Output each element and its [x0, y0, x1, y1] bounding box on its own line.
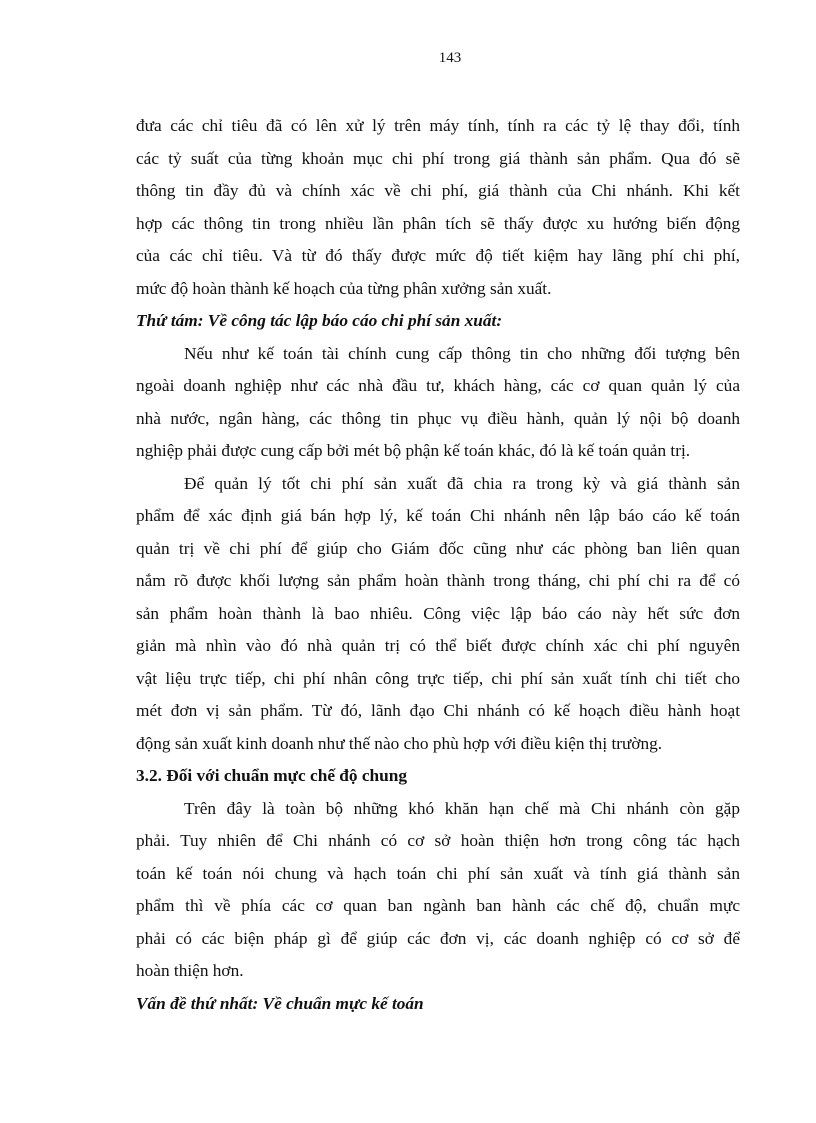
text-line: Nếu như kế toán tài chính cung cấp thông tin cho những đối tượng bên — [184, 343, 740, 363]
text-line: động sản xuất kinh doanh như thế nào cho phù hợp với điều kiện thị trường. — [136, 733, 663, 753]
text-line: quản trị về chi phí để giúp cho Giám đốc cũng như các phòng ban liên quan — [136, 538, 740, 558]
text-line: sản phẩm hoàn thành là bao nhiêu. Công việc lập báo cáo này hết sức đơn — [136, 603, 740, 623]
paragraph-quan-ly-chi-phi — [136, 468, 740, 761]
text-line: phải. Tuy nhiên để Chi nhánh có cơ sở hoàn thiện hơn trong công tác hạch — [136, 831, 740, 850]
text-line: Trên đây là toàn bộ những khó khăn hạn chế mà Chi nhánh còn gặp — [184, 798, 740, 818]
text-line: phải có các biện pháp gì để giúp các đơn vị, các doanh nghiệp có cơ sở để — [136, 928, 740, 948]
paragraph-kho-khan-han-che — [136, 793, 740, 988]
section-heading-3-2: 3.2. Đối với chuẩn mực chế độ chung — [136, 766, 408, 785]
text-line: nắm rõ được khối lượng sản phẩm hoàn thành trong tháng, chi phí chi ra để có — [136, 571, 740, 590]
text-line: đưa các chỉ tiêu đã có lên xử lý trên máy tính, tính ra các tỷ lệ thay đổi, tính — [136, 116, 740, 135]
paragraph-continuation — [136, 110, 740, 305]
section-heading-thu-tam: Thứ tám: Về công tác lập báo cáo chi phí sản xuất: — [136, 311, 503, 330]
text-line: các tỷ suất của từng khoản mục chi phí trong giá thành sản phẩm. Qua đó sẽ — [136, 148, 740, 168]
text-line: của các chỉ tiêu. Và từ đó thấy được mức độ tiết kiệm hay lãng phí chi phí, — [136, 246, 740, 265]
text-line: vật liệu trực tiếp, chi phí nhân công trực tiếp, chi phí sản xuất tính chi tiết cho — [136, 668, 740, 688]
paragraph-ke-toan-quan-tri — [136, 338, 740, 468]
text-line: phẩm thì về phía các cơ quan ban ngành ban hành các chế độ, chuẩn mực — [136, 896, 740, 915]
text-line: giản mà nhìn vào đó nhà quản trị có thể biết được chính xác chi phí nguyên — [136, 636, 740, 655]
section-heading-van-de-thu-nhat: Vấn đề thứ nhất: Về chuẩn mực kế toán — [136, 993, 424, 1013]
text-line: Để quản lý tốt chi phí sản xuất đã chia ra trong kỳ và giá thành sản — [184, 473, 740, 493]
text-line: hoàn thiện hơn. — [136, 961, 244, 980]
text-line: phẩm để xác định giá bán hợp lý, kế toán Chi nhánh nên lập báo cáo kế toán — [136, 506, 740, 525]
text-line: nghiệp phải được cung cấp bởi mét bộ phận kế toán khác, đó là kế toán quản trị. — [136, 441, 691, 460]
text-line: mét đơn vị sản phẩm. Từ đó, lãnh đạo Chi nhánh có kế hoạch điều hành hoạt — [136, 701, 740, 720]
text-line: toán kế toán nói chung và hạch toán chi phí sản xuất và tính giá thành sản — [136, 863, 740, 883]
text-line: ngoài doanh nghiệp như các nhà đầu tư, khách hàng, các cơ quan quản lý của — [136, 376, 740, 395]
document-body — [136, 110, 740, 1020]
text-line: nhà nước, ngân hàng, các thông tin phục vụ điều hành, quản lý nội bộ doanh — [136, 408, 740, 428]
text-line: hợp các thông tin trong nhiều lần phân tích sẽ thấy được xu hướng biến động — [136, 213, 740, 233]
text-line: mức độ hoàn thành kế hoạch của từng phân xưởng sản xuất. — [136, 278, 552, 298]
text-line: thông tin đầy đủ và chính xác về chi phí, giá thành của Chi nhánh. Khi kết — [136, 181, 740, 200]
page-number: 143 — [438, 50, 462, 66]
